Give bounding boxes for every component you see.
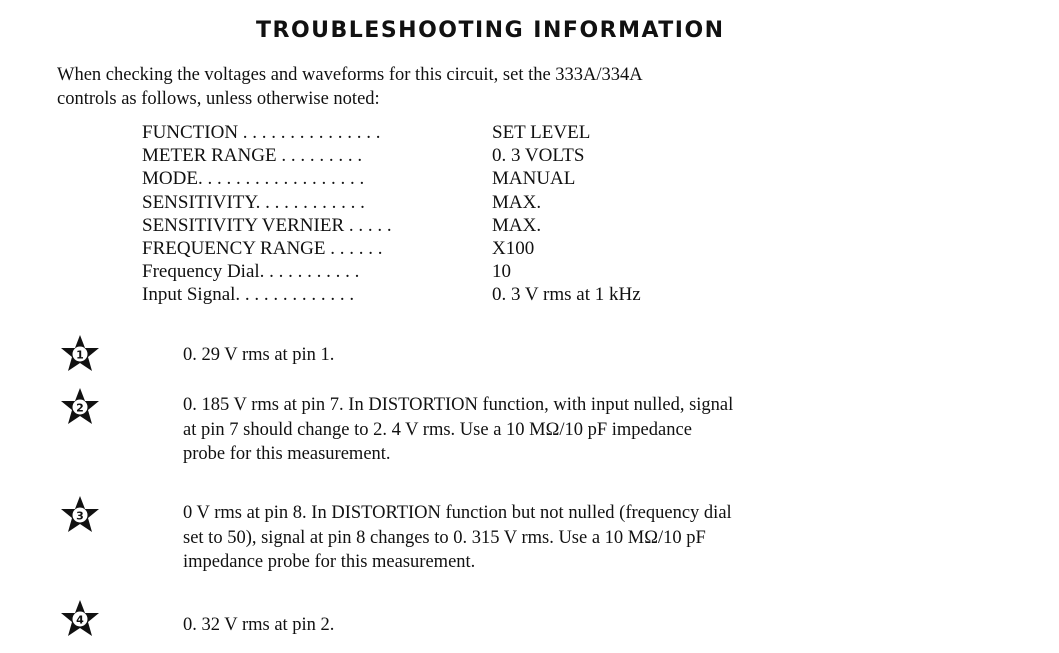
test-point-star-icon [58,494,102,536]
setting-row [142,167,641,190]
note-line: probe for this measurement. [183,444,391,464]
test-point-star-icon [58,598,102,640]
setting-row [142,283,641,306]
setting-value: X100 [492,238,535,260]
setting-name: Input Signal. . . . . . . . . . . . . [142,284,355,306]
setting-value: SET LEVEL [492,122,591,143]
note-line: impedance probe for this measurement. [183,552,476,572]
note-line: 0. 32 V rms at pin 2. [183,615,335,635]
setting-name: METER RANGE . . . . . . . . . [142,145,363,167]
intro-line-1: When checking the voltages and waveforms for this circuit, set the 333A/334A [57,65,643,85]
note-text [183,613,983,638]
note-line: at pin 7 should change to 2. 4 V rms. Use a 10 MΩ/10 pF impedance [183,419,692,440]
setting-row [142,260,641,283]
setting-row [142,214,641,237]
page-title: TROUBLESHOOTING INFORMATION [256,18,725,43]
test-point-star-icon [58,333,102,375]
setting-row [142,144,641,167]
intro-line-2: controls as follows, unless otherwise noted: [57,89,380,109]
setting-value: 10 [492,261,511,283]
setting-name: SENSITIVITY. . . . . . . . . . . . [142,191,365,213]
setting-name: MODE. . . . . . . . . . . . . . . . . . [142,168,365,190]
setting-name: Frequency Dial. . . . . . . . . . . [142,261,360,283]
setting-value: 0. 3 VOLTS [492,145,585,167]
setting-value: 0. 3 V rms at 1 kHz [492,284,641,306]
note-line: 0 V rms at pin 8. In DISTORTION function but not nulled (frequency dial [183,503,732,523]
note-text [183,501,983,575]
setting-name: SENSITIVITY VERNIER . . . . . [142,214,392,236]
note-text [183,393,983,467]
setting-value: MAX. [492,191,542,213]
marker-number: 1 [76,348,84,362]
setting-name: FUNCTION . . . . . . . . . . . . . . . [142,122,381,143]
intro-paragraph [57,63,957,111]
setting-value: MANUAL [492,168,576,190]
note-line: 0. 185 V rms at pin 7. In DISTORTION function, with input nulled, signal [183,395,734,415]
note-text [183,343,983,368]
setting-value: MAX. [492,214,542,236]
setting-row [142,191,641,214]
control-settings-list [142,121,641,307]
note-line: 0. 29 V rms at pin 1. [183,345,335,365]
test-point-star-icon [58,386,102,428]
setting-row [142,237,641,260]
setting-name: FREQUENCY RANGE . . . . . . [142,238,383,260]
marker-number: 2 [76,401,84,415]
setting-row [142,121,641,144]
marker-number: 4 [76,613,84,627]
note-line: set to 50), signal at pin 8 changes to 0. 315 V rms. Use a 10 MΩ/10 pF [183,527,706,548]
marker-number: 3 [76,509,84,523]
